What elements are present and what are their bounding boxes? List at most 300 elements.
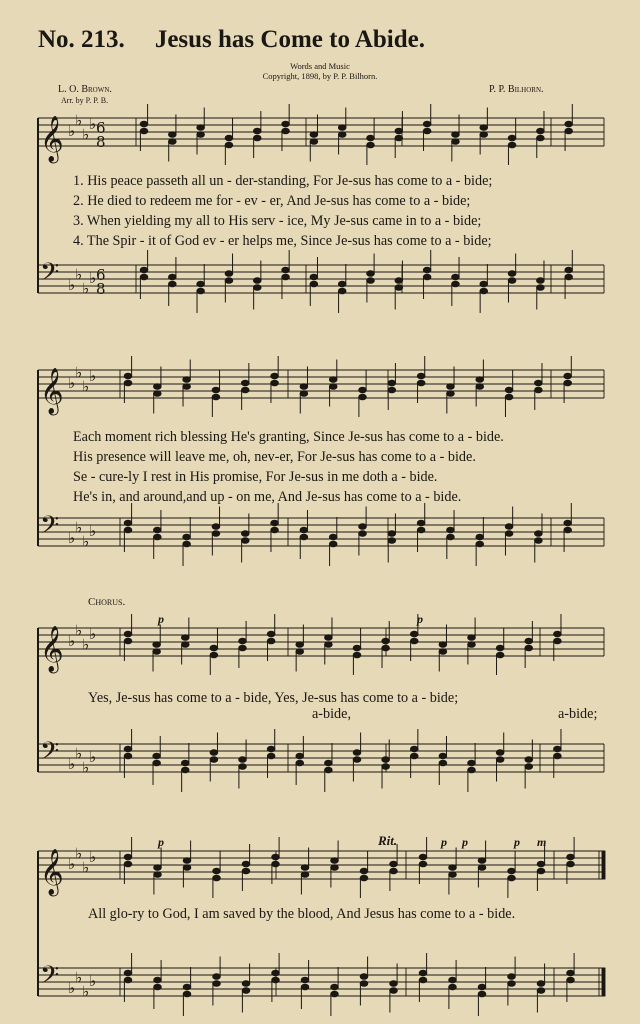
note-head — [197, 288, 205, 294]
note-head — [525, 764, 533, 770]
note-head — [225, 278, 233, 284]
note-head — [325, 767, 333, 773]
note-head — [496, 750, 504, 756]
note-head — [476, 384, 484, 390]
note-head — [140, 274, 148, 280]
note-head — [331, 984, 339, 990]
flat-sign-icon: ♭ — [68, 755, 76, 773]
note-head — [367, 278, 375, 284]
hymn-number: No. 213. — [38, 26, 125, 53]
time-signature-bottom: 8 — [96, 280, 106, 298]
note-head — [537, 988, 545, 994]
note-head — [212, 524, 220, 530]
note-head — [267, 631, 275, 637]
note-head — [508, 135, 516, 141]
note-head — [271, 520, 279, 526]
note-head — [124, 970, 132, 976]
time-signature-top: 6 — [96, 266, 106, 284]
note-head — [169, 281, 177, 287]
flat-sign-icon: ♭ — [68, 632, 76, 650]
note-head — [395, 285, 403, 291]
note-head — [212, 387, 220, 393]
note-head — [272, 861, 280, 867]
flat-sign-icon: ♭ — [82, 635, 90, 654]
note-head — [452, 132, 460, 138]
note-head — [360, 868, 368, 874]
note-head — [505, 531, 513, 537]
note-head — [496, 757, 504, 763]
note-head — [153, 760, 161, 766]
note-head — [301, 872, 309, 878]
note-head — [239, 764, 247, 770]
verse-4-line-2: He's in, and around,and up - on me, And Je-sus has come to a - bide. — [73, 489, 462, 505]
note-head — [296, 753, 304, 759]
note-head — [480, 125, 488, 131]
note-head — [153, 649, 161, 655]
note-head — [360, 981, 368, 987]
flat-sign-icon: ♭ — [82, 377, 90, 396]
flat-sign-icon: ♭ — [75, 518, 83, 537]
flat-sign-icon: ♭ — [89, 367, 97, 385]
note-head — [423, 121, 431, 127]
note-head — [300, 391, 308, 397]
note-head — [225, 135, 233, 141]
note-head — [272, 977, 280, 983]
note-head — [478, 865, 486, 871]
note-head — [468, 767, 476, 773]
note-head — [367, 135, 375, 141]
note-head — [468, 642, 476, 648]
flat-sign-icon: ♭ — [75, 111, 83, 130]
lyricist-name: L. O. Brown. — [58, 84, 112, 95]
note-head — [271, 527, 279, 533]
note-head — [449, 872, 457, 878]
note-head — [359, 394, 367, 400]
flat-sign-icon: ♭ — [89, 748, 97, 766]
note-head — [395, 135, 403, 141]
note-head — [410, 753, 418, 759]
note-head — [329, 384, 337, 390]
note-head — [452, 281, 460, 287]
note-head — [478, 984, 486, 990]
note-head — [282, 274, 290, 280]
note-head — [390, 868, 398, 874]
note-head — [388, 531, 396, 537]
flat-sign-icon: ♭ — [75, 265, 83, 284]
note-head — [359, 524, 367, 530]
verse-4-line-1: 4. The Spir - it of God ev - er helps me, Since Je-sus has come to a - bide; — [73, 233, 492, 249]
flat-sign-icon: ♭ — [89, 115, 97, 133]
note-head — [367, 271, 375, 277]
bass-staff — [38, 265, 604, 293]
note-head — [439, 753, 447, 759]
time-signature-bottom: 8 — [96, 133, 106, 151]
bass-clef-icon: 𝄢 — [40, 258, 60, 293]
dynamic-mark: p — [514, 835, 520, 849]
note-head — [242, 988, 250, 994]
note-head — [338, 281, 346, 287]
treble-staff — [38, 370, 604, 398]
note-head — [282, 267, 290, 273]
note-head — [241, 538, 249, 544]
composer-name: P. P. Bilhorn. — [489, 84, 544, 95]
flat-sign-icon: ♭ — [68, 979, 76, 997]
note-head — [183, 984, 191, 990]
note-head — [213, 868, 221, 874]
flat-sign-icon: ♭ — [89, 269, 97, 287]
note-head — [153, 642, 161, 648]
note-head — [423, 267, 431, 273]
note-head — [382, 638, 390, 644]
flat-sign-icon: ♭ — [89, 972, 97, 990]
note-head — [564, 373, 572, 379]
flat-sign-icon: ♭ — [82, 532, 90, 551]
note-head — [535, 538, 543, 544]
chorus-line-2: All glo-ry to God, I am saved by the blood, And Jesus has come to a - bide. — [88, 906, 516, 922]
note-head — [395, 128, 403, 134]
note-head — [508, 981, 516, 987]
note-head — [338, 132, 346, 138]
note-head — [253, 278, 261, 284]
note-head — [359, 387, 367, 393]
note-head — [439, 649, 447, 655]
note-head — [537, 135, 545, 141]
note-head — [267, 746, 275, 752]
note-head — [423, 274, 431, 280]
note-head — [505, 524, 513, 530]
note-head — [476, 377, 484, 383]
flat-sign-icon: ♭ — [75, 844, 83, 863]
note-head — [525, 645, 533, 651]
note-head — [124, 631, 132, 637]
dynamic-mark: p — [441, 835, 447, 849]
note-head — [154, 527, 162, 533]
note-head — [535, 387, 543, 393]
note-head — [567, 861, 575, 867]
note-head — [537, 868, 545, 874]
note-head — [537, 278, 545, 284]
flat-sign-icon: ♭ — [89, 625, 97, 643]
note-head — [480, 132, 488, 138]
note-head — [213, 974, 221, 980]
note-head — [225, 142, 233, 148]
chorus-line-1: Yes, Je-sus has come to a - bide, Yes, Je-sus has come to a - bide; — [88, 690, 459, 706]
note-head — [267, 753, 275, 759]
note-head — [537, 981, 545, 987]
note-head — [140, 121, 148, 127]
note-head — [329, 534, 337, 540]
note-head — [310, 281, 318, 287]
treble-clef-icon: 𝄞 — [40, 116, 64, 162]
note-head — [508, 868, 516, 874]
flat-sign-icon: ♭ — [89, 522, 97, 540]
note-head — [508, 142, 516, 148]
note-head — [169, 274, 177, 280]
bass-clef-icon: 𝄢 — [40, 961, 60, 996]
flat-sign-icon: ♭ — [82, 125, 90, 144]
note-head — [239, 757, 247, 763]
note-head — [382, 764, 390, 770]
treble-clef-icon: 𝄞 — [40, 849, 64, 895]
treble-clef-icon: 𝄞 — [40, 368, 64, 414]
note-head — [478, 858, 486, 864]
flat-sign-icon: ♭ — [75, 968, 83, 987]
flat-sign-icon: ♭ — [89, 848, 97, 866]
note-head — [124, 977, 132, 983]
note-head — [197, 125, 205, 131]
note-head — [183, 534, 191, 540]
flat-sign-icon: ♭ — [82, 758, 90, 777]
note-head — [329, 377, 337, 383]
verse-3-line-1: 3. When yielding my all to His serv - ice, My Je-sus came in to a - bide; — [73, 213, 482, 229]
note-head — [124, 854, 132, 860]
note-head — [565, 267, 573, 273]
note-head — [301, 984, 309, 990]
note-head — [537, 285, 545, 291]
note-head — [554, 753, 562, 759]
note-head — [124, 638, 132, 644]
note-head — [353, 652, 361, 658]
note-head — [183, 991, 191, 997]
credit-copyright: Copyright, 1898, by P. P. Bilhorn. — [262, 71, 378, 81]
note-head — [183, 541, 191, 547]
note-head — [447, 534, 455, 540]
note-head — [417, 520, 425, 526]
note-head — [359, 531, 367, 537]
note-head — [239, 645, 247, 651]
note-head — [124, 527, 132, 533]
bass-clef-icon: 𝄢 — [40, 737, 60, 772]
note-head — [253, 128, 261, 134]
note-head — [154, 984, 162, 990]
note-head — [212, 394, 220, 400]
note-head — [417, 380, 425, 386]
flat-sign-icon: ♭ — [82, 858, 90, 877]
note-head — [567, 854, 575, 860]
note-head — [567, 977, 575, 983]
note-head — [476, 541, 484, 547]
note-head — [353, 645, 361, 651]
note-head — [272, 970, 280, 976]
time-signature-top: 6 — [96, 119, 106, 137]
note-head — [154, 534, 162, 540]
note-head — [242, 868, 250, 874]
note-head — [564, 527, 572, 533]
note-head — [419, 970, 427, 976]
note-head — [395, 278, 403, 284]
note-head — [382, 645, 390, 651]
dynamic-mark: p — [158, 835, 164, 849]
flat-sign-icon: ♭ — [75, 363, 83, 382]
note-head — [535, 380, 543, 386]
verse-2-line-1: 2. He died to redeem me for - ev - er, And Je-sus has come to a - bide; — [73, 193, 471, 209]
note-head — [505, 387, 513, 393]
note-head — [300, 384, 308, 390]
note-head — [505, 394, 513, 400]
note-head — [154, 391, 162, 397]
note-head — [310, 139, 318, 145]
note-head — [181, 767, 189, 773]
note-head — [124, 746, 132, 752]
dynamic-mark: p — [417, 612, 423, 626]
flat-sign-icon: ♭ — [68, 374, 76, 392]
treble-clef-icon: 𝄞 — [40, 626, 64, 672]
note-head — [410, 638, 418, 644]
note-head — [338, 288, 346, 294]
note-head — [554, 746, 562, 752]
note-head — [410, 631, 418, 637]
treble-staff — [38, 851, 604, 879]
note-head — [565, 121, 573, 127]
note-head — [124, 753, 132, 759]
note-head — [567, 970, 575, 976]
note-head — [169, 132, 177, 138]
note-head — [508, 278, 516, 284]
note-head — [300, 527, 308, 533]
note-head — [225, 271, 233, 277]
note-head — [296, 760, 304, 766]
note-head — [508, 875, 516, 881]
verse-3-line-2: Se - cure-ly I rest in His promise, For Je-sus in me doth a - bide. — [73, 469, 438, 485]
note-head — [338, 125, 346, 131]
note-head — [423, 128, 431, 134]
dynamic-mark: p — [462, 835, 468, 849]
note-head — [242, 981, 250, 987]
note-head — [124, 861, 132, 867]
note-head — [325, 635, 333, 641]
note-head — [388, 538, 396, 544]
note-head — [367, 142, 375, 148]
note-head — [325, 760, 333, 766]
note-head — [525, 638, 533, 644]
note-head — [496, 652, 504, 658]
note-head — [447, 384, 455, 390]
note-head — [390, 981, 398, 987]
note-head — [213, 875, 221, 881]
note-head — [197, 281, 205, 287]
note-head — [390, 861, 398, 867]
note-head — [382, 757, 390, 763]
note-head — [210, 645, 218, 651]
note-head — [154, 865, 162, 871]
flat-sign-icon: ♭ — [82, 982, 90, 1001]
note-head — [476, 534, 484, 540]
note-head — [496, 645, 504, 651]
chorus-echo-2: a-bide; — [558, 706, 598, 722]
note-head — [410, 746, 418, 752]
note-head — [537, 861, 545, 867]
verse-1-line-2: Each moment rich blessing He's granting, Since Je-sus has come to a - bide. — [73, 429, 504, 445]
note-head — [140, 267, 148, 273]
note-head — [282, 121, 290, 127]
note-head — [300, 534, 308, 540]
note-head — [271, 373, 279, 379]
note-head — [267, 638, 275, 644]
flat-sign-icon: ♭ — [68, 276, 76, 294]
note-head — [241, 387, 249, 393]
bass-staff — [38, 744, 604, 772]
flat-sign-icon: ♭ — [68, 855, 76, 873]
flat-sign-icon: ♭ — [75, 744, 83, 763]
note-head — [535, 531, 543, 537]
note-head — [271, 380, 279, 386]
note-head — [197, 132, 205, 138]
note-head — [153, 753, 161, 759]
note-head — [360, 974, 368, 980]
note-head — [253, 135, 261, 141]
note-head — [480, 281, 488, 287]
treble-staff — [38, 118, 604, 146]
note-head — [241, 380, 249, 386]
note-head — [181, 642, 189, 648]
note-head — [554, 631, 562, 637]
note-head — [419, 861, 427, 867]
note-head — [447, 391, 455, 397]
note-head — [124, 520, 132, 526]
note-head — [331, 865, 339, 871]
note-head — [329, 541, 337, 547]
dynamic-mark: m — [537, 835, 547, 849]
note-head — [210, 757, 218, 763]
note-head — [210, 652, 218, 658]
treble-staff — [38, 628, 604, 656]
note-head — [183, 377, 191, 383]
note-head — [565, 274, 573, 280]
flat-sign-icon: ♭ — [75, 621, 83, 640]
ritardando-mark: Rit. — [378, 833, 398, 848]
note-head — [419, 977, 427, 983]
note-head — [183, 384, 191, 390]
note-head — [353, 757, 361, 763]
chorus-label: Chorus. — [88, 596, 126, 608]
note-head — [449, 865, 457, 871]
bass-staff — [38, 518, 604, 546]
note-head — [213, 981, 221, 987]
bass-clef-icon: 𝄢 — [40, 511, 60, 546]
note-head — [242, 861, 250, 867]
note-head — [154, 872, 162, 878]
note-head — [310, 274, 318, 280]
verse-2-line-2: His presence will leave me, oh, nev-er, For Je-sus has come to a - bide. — [73, 449, 476, 465]
bass-staff — [38, 968, 604, 996]
note-head — [554, 638, 562, 644]
note-head — [124, 380, 132, 386]
dynamic-mark: p — [158, 612, 164, 626]
note-head — [181, 635, 189, 641]
note-head — [169, 139, 177, 145]
note-head — [565, 128, 573, 134]
note-head — [480, 288, 488, 294]
note-head — [310, 132, 318, 138]
note-head — [508, 974, 516, 980]
note-head — [140, 128, 148, 134]
note-head — [564, 380, 572, 386]
note-head — [388, 380, 396, 386]
note-head — [449, 977, 457, 983]
note-head — [253, 285, 261, 291]
note-head — [439, 642, 447, 648]
note-head — [468, 635, 476, 641]
note-head — [331, 991, 339, 997]
flat-sign-icon: ♭ — [68, 529, 76, 547]
note-head — [296, 649, 304, 655]
note-head — [468, 760, 476, 766]
hymn-title: Jesus has Come to Abide. — [154, 26, 425, 53]
note-head — [210, 750, 218, 756]
note-head — [296, 642, 304, 648]
note-head — [325, 642, 333, 648]
note-head — [183, 858, 191, 864]
